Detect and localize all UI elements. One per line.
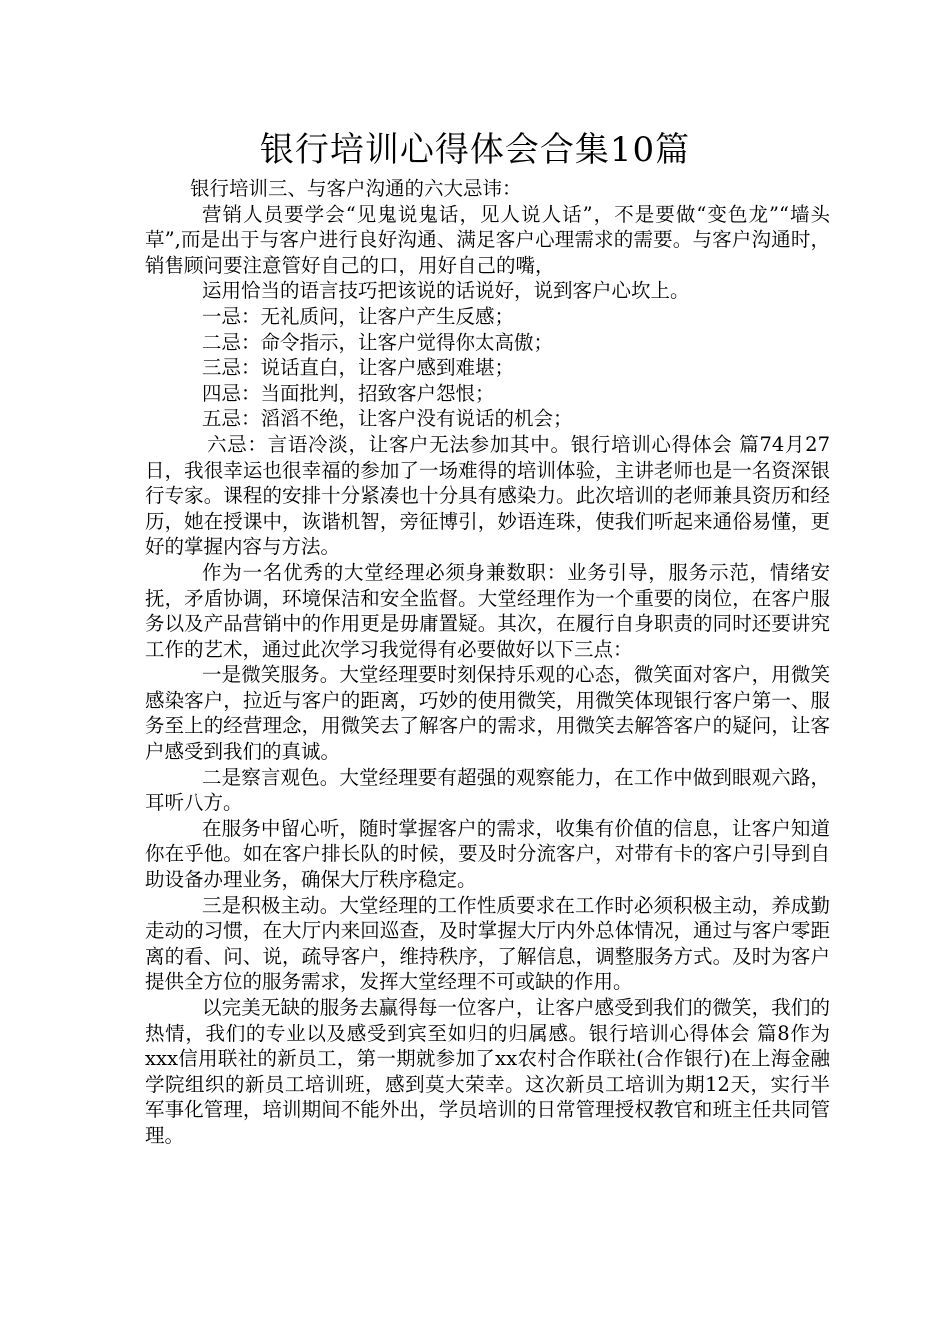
paragraph-observation: 二是察言观色。大堂经理要有超强的观察能力，在工作中做到眼观六路，耳听八方。 [145, 765, 830, 815]
paragraph-intro: 银行培训三、与客户沟通的六大忌讳： [190, 177, 522, 200]
paragraph-listening: 在服务中留心听，随时掌握客户的需求，收集有价值的信息，让客户知道你在乎他。如在客户排长队的时候，要及时分流客户，对带有卡的客户引导到自助设备办理业务，确保大厅秩序稳定。 [145, 816, 830, 892]
paragraph-taboo-5: 五忌：滔滔不绝，让客户没有说话的机会； [202, 407, 573, 431]
paragraph-taboo-6-and-article-7: 六忌：言语冷淡，让客户无法参加其中。银行培训心得体会 篇74月27日，我很幸运也很幸福的参加了一场难得的培训体验，主讲老师也是一名资深银行专家。课程的安排十分紧凑也十分具有感染力。此次培训的老师兼具资历和经历，她在授课中，诙谐机智，旁征博引，妙语连珠，使我们听起来通俗易懂，更好的掌握内容与方法。 [145, 432, 830, 559]
paragraph-taboo-2: 二忌：命令指示，让客户觉得你太高傲； [202, 330, 554, 354]
paragraph-taboo-3: 三忌：说话直白，让客户感到难堪； [202, 356, 515, 380]
document-title: 银行培训心得体会合集10篇 [259, 130, 691, 170]
paragraph-taboo-4: 四忌：当面批判，招致客户怨恨； [202, 381, 495, 405]
paragraph-sales-communication: 营销人员要学会“见鬼说鬼话，见人说人话”，不是要做“变色龙”“墙头草”,而是出于与客户进行良好沟通、满足客户心理需求的需要。与客户沟通时，销售顾问要注意管好自己的口，用好自己的嘴， [145, 202, 830, 277]
paragraph-lobby-manager-duties: 作为一名优秀的大堂经理必须身兼数职：业务引导，服务示范，情绪安抚，矛盾协调，环境保洁和安全监督。大堂经理作为一个重要的岗位，在客户服务以及产品营销中的作用更是毋庸置疑。其次，在履行自身职责的同时还要讲究工作的艺术，通过此次学习我觉得有必要做好以下三点： [145, 560, 830, 661]
paragraph-article-8: 以完美无缺的服务去赢得每一位客户，让客户感受到我们的微笑，我们的热情，我们的专业以及感受到宾至如归的归属感。银行培训心得体会 篇8作为xxx信用联社的新员工，第一期就参加了xx农村合作联社(合作银行)在上海金融学院组织的新员工培训班，感到莫大荣幸。这次新员工培训为期12天，实行半军事化管理，培训期间不能外出，学员培训的日常管理授权教官和班主任共同管理。 [145, 996, 830, 1147]
paragraph-taboo-1: 一忌：无礼质问，让客户产生反感； [202, 304, 515, 328]
document-body [145, 176, 830, 1149]
paragraph-smile-service: 一是微笑服务。大堂经理要时刻保持乐观的心态，微笑面对客户，用微笑感染客户，拉近与客户的距离，巧妙的使用微笑，用微笑体现银行客户第一、服务至上的经营理念，用微笑去了解客户的需求，用微笑去解答客户的疑问，让客户感受到我们的真诚。 [145, 663, 830, 764]
paragraph-proactive: 三是积极主动。大堂经理的工作性质要求在工作时必须积极主动，养成勤走动的习惯，在大厅内来回巡查，及时掌握大厅内外总体情况，通过与客户零距离的看、问、说，疏导客户，维持秩序，了解信息，调整服务方式。及时为客户提供全方位的服务需求，发挥大堂经理不可或缺的作用。 [145, 893, 830, 994]
paragraph-language-skill: 运用恰当的语言技巧把该说的话说好，说到客户心坎上。 [202, 279, 690, 303]
